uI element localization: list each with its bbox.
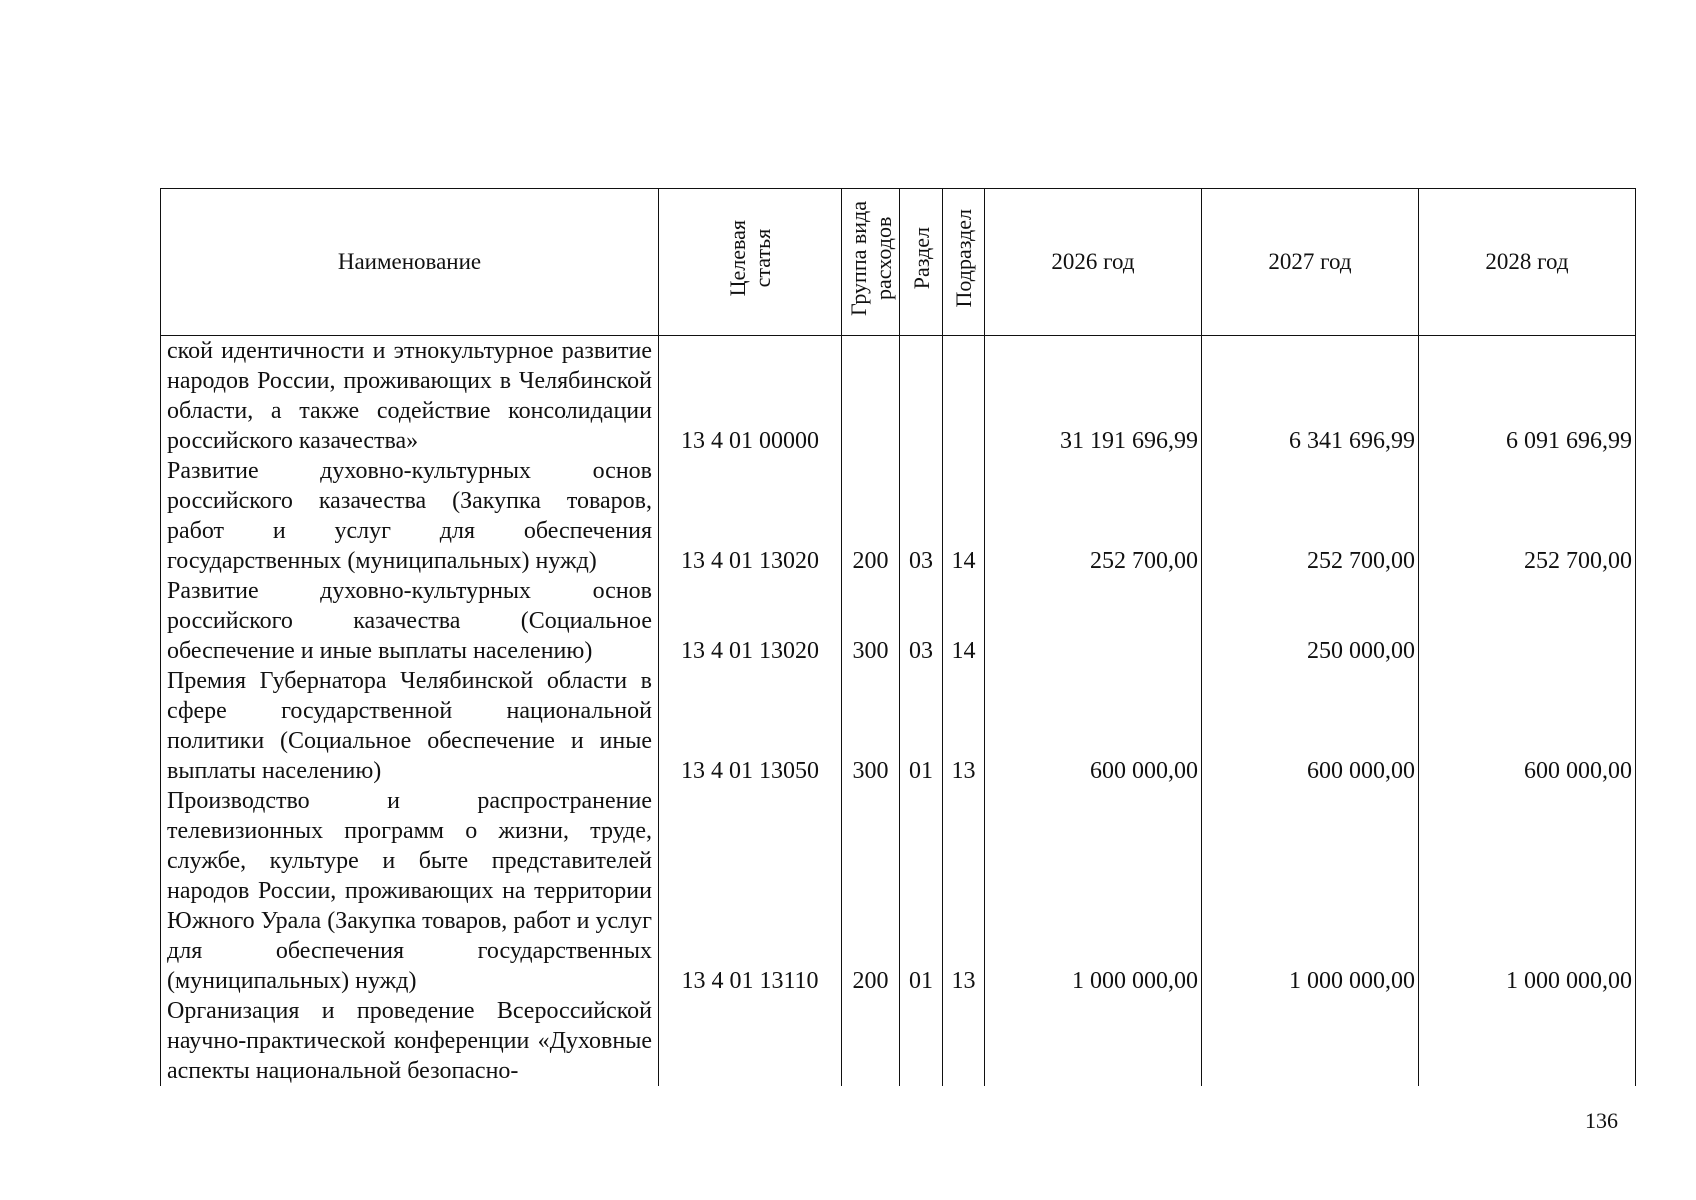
row-2028: 6 091 696,99 [1419,336,1636,457]
row-section: 01 [900,666,943,786]
header-2026: 2026 год [985,189,1202,336]
row-2027: 250 000,00 [1202,576,1419,666]
row-group: 200 [842,456,900,576]
row-target: 13 4 01 00000 [659,336,842,457]
row-section [900,336,943,457]
header-group [842,189,900,336]
header-subsection [943,189,985,336]
header-2028: 2028 год [1419,189,1636,336]
row-2027 [1202,996,1419,1086]
row-2026: 600 000,00 [985,666,1202,786]
row-2026 [985,576,1202,666]
page-number: 136 [1585,1108,1618,1133]
row-subsection: 13 [943,786,985,996]
header-section-label: Раздел [908,226,934,290]
row-2028 [1419,996,1636,1086]
row-2026 [985,996,1202,1086]
table-row [161,666,1636,786]
header-subsection-label: Подраздел [951,208,976,308]
row-group [842,996,900,1086]
row-group: 200 [842,786,900,996]
table-header-row [161,189,1636,336]
row-subsection: 14 [943,456,985,576]
row-2027: 252 700,00 [1202,456,1419,576]
row-section: 03 [900,456,943,576]
table-row [161,576,1636,666]
row-name: Премия Губернатора Челябинской области в сфере государственной национальной политики (Социальное обеспечение и иные выплаты населению) [161,666,659,786]
row-2026: 252 700,00 [985,456,1202,576]
row-subsection [943,336,985,457]
row-target: 13 4 01 13050 [659,666,842,786]
row-target [659,996,842,1086]
header-2027: 2027 год [1202,189,1419,336]
row-section: 03 [900,576,943,666]
row-2028: 252 700,00 [1419,456,1636,576]
header-section [900,189,943,336]
row-name: Производство и распространение телевизионных программ о жизни, труде, службе, культуре и быте представителей народов России, проживающих на территории Южного Урала (Закупка товаров, работ и услуг для обеспечения государственных (муниципальных) нужд) [161,786,659,996]
budget-table [160,188,1636,1086]
row-group: 300 [842,576,900,666]
row-2027: 1 000 000,00 [1202,786,1419,996]
table-row [161,336,1636,457]
row-target: 13 4 01 13020 [659,456,842,576]
row-2028: 600 000,00 [1419,666,1636,786]
row-name: Развитие духовно-культурных основ российского казачества (Социальное обеспечение и иные выплаты населению) [161,576,659,666]
row-2026: 1 000 000,00 [985,786,1202,996]
row-section: 01 [900,786,943,996]
row-2028: 1 000 000,00 [1419,786,1636,996]
row-target: 13 4 01 13110 [659,786,842,996]
table-row [161,456,1636,576]
row-target: 13 4 01 13020 [659,576,842,666]
table-row [161,996,1636,1086]
row-name: Развитие духовно-культурных основ российского казачества (Закупка товаров, работ и услуг для обеспечения государственных (муниципальных) нужд) [161,456,659,576]
row-2027: 6 341 696,99 [1202,336,1419,457]
header-target [659,189,842,336]
row-group [842,336,900,457]
table-row [161,786,1636,996]
row-2028 [1419,576,1636,666]
row-2027: 600 000,00 [1202,666,1419,786]
row-group: 300 [842,666,900,786]
row-2026: 31 191 696,99 [985,336,1202,457]
row-name: ской идентичности и этнокультурное развитие народов России, проживающих в Челябинской области, а также содействие консолидации российского казачества» [161,336,659,457]
row-subsection: 13 [943,666,985,786]
header-name: Наименование [161,189,659,336]
row-name: Организация и проведение Всероссийской научно-практической конференции «Духовные аспекты национальной безопасно- [161,996,659,1086]
header-group-label: Группа вида расходов [845,200,896,316]
row-subsection: 14 [943,576,985,666]
row-subsection [943,996,985,1086]
header-target-label: Целевая статья [725,219,775,297]
row-section [900,996,943,1086]
